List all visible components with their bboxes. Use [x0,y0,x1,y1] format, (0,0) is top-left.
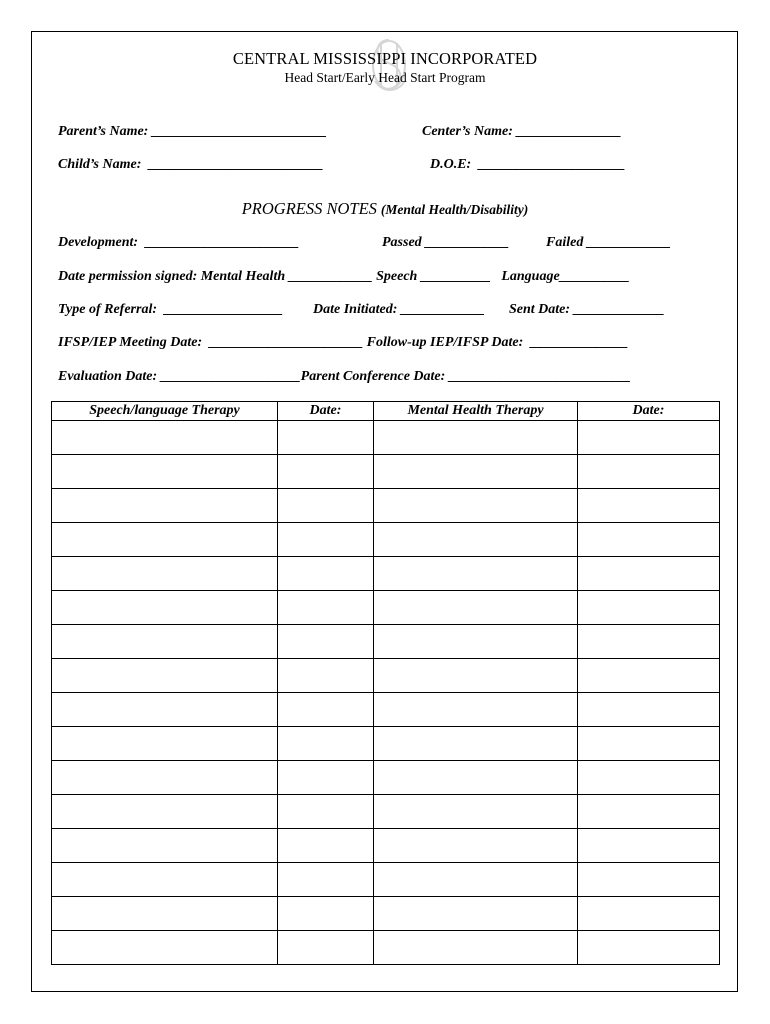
speech-date-cell[interactable] [278,829,374,863]
speech-date-cell[interactable] [278,489,374,523]
mental-health-cell[interactable] [374,931,578,965]
mental-health-date-cell[interactable] [578,455,720,489]
speech-date-cell[interactable] [278,625,374,659]
failed-field[interactable]: Failed ____________ [546,235,671,250]
speech-therapy-cell[interactable] [52,455,278,489]
table-row [52,863,720,897]
table-row [52,897,720,931]
program-subtitle: Head Start/Early Head Start Program [284,70,486,85]
centers-name-field[interactable]: Center’s Name: _______________ [422,124,622,139]
parents-name-field[interactable]: Parent’s Name: _________________________ [58,124,327,139]
mental-health-cell[interactable] [374,659,578,693]
date-permission-signed-field[interactable]: Date permission signed: Mental Health ____________ Speech __________ Language__________ [58,269,630,284]
mental-health-date-cell[interactable] [578,931,720,965]
table-row [52,829,720,863]
table-row [52,693,720,727]
mental-health-cell[interactable] [374,557,578,591]
speech-date-cell[interactable] [278,591,374,625]
sent-date-field[interactable]: Sent Date: _____________ [509,302,665,317]
mental-health-cell[interactable] [374,523,578,557]
table-row [52,557,720,591]
mental-health-date-cell[interactable] [578,897,720,931]
mental-health-date-cell[interactable] [578,761,720,795]
table-row [52,727,720,761]
speech-therapy-cell[interactable] [52,421,278,455]
childs-name-field[interactable]: Child’s Name: _________________________ [58,157,324,172]
speech-date-cell[interactable] [278,863,374,897]
speech-therapy-cell[interactable] [52,931,278,965]
mental-health-date-cell[interactable] [578,591,720,625]
ifsp-iep-meeting-date-field[interactable]: IFSP/IEP Meeting Date: ______________________ Follow-up IEP/IFSP Date: ______________ [58,335,629,350]
speech-date-cell[interactable] [278,931,374,965]
mental-health-cell[interactable] [374,489,578,523]
mental-health-cell[interactable] [374,421,578,455]
mental-health-date-cell[interactable] [578,693,720,727]
header-date-1: Date: [278,402,374,421]
table-row [52,659,720,693]
speech-therapy-cell[interactable] [52,625,278,659]
table-row [52,591,720,625]
organization-title: CENTRAL MISSISSIPPI INCORPORATED [232,49,538,68]
table-row [52,795,720,829]
mental-health-date-cell[interactable] [578,659,720,693]
table-row [52,931,720,965]
progress-notes-title: PROGRESS NOTES [241,199,377,218]
table-row [52,761,720,795]
progress-notes-subtitle: (Mental Health/Disability) [380,202,529,217]
speech-date-cell[interactable] [278,455,374,489]
speech-therapy-cell[interactable] [52,591,278,625]
mental-health-date-cell[interactable] [578,727,720,761]
header-mental-health-therapy: Mental Health Therapy [374,402,578,421]
speech-date-cell[interactable] [278,421,374,455]
speech-date-cell[interactable] [278,897,374,931]
header-date-2: Date: [578,402,720,421]
table-header-row [52,402,720,421]
mental-health-date-cell[interactable] [578,421,720,455]
speech-date-cell[interactable] [278,659,374,693]
table-row [52,421,720,455]
speech-date-cell[interactable] [278,557,374,591]
speech-date-cell[interactable] [278,693,374,727]
speech-therapy-cell[interactable] [52,863,278,897]
speech-therapy-cell[interactable] [52,761,278,795]
mental-health-date-cell[interactable] [578,523,720,557]
speech-therapy-cell[interactable] [52,489,278,523]
table-row [52,523,720,557]
passed-field[interactable]: Passed ____________ [382,235,510,250]
speech-therapy-cell[interactable] [52,897,278,931]
speech-therapy-cell[interactable] [52,727,278,761]
doe-field[interactable]: D.O.E: _____________________ [430,157,626,172]
mental-health-cell[interactable] [374,625,578,659]
mental-health-cell[interactable] [374,455,578,489]
table-row [52,455,720,489]
mental-health-cell[interactable] [374,761,578,795]
speech-date-cell[interactable] [278,761,374,795]
speech-therapy-cell[interactable] [52,795,278,829]
type-of-referral-field[interactable]: Type of Referral: _________________ [58,302,283,317]
mental-health-date-cell[interactable] [578,795,720,829]
mental-health-date-cell[interactable] [578,625,720,659]
table-body [52,421,720,965]
mental-health-date-cell[interactable] [578,489,720,523]
therapy-log-table [51,401,720,965]
mental-health-cell[interactable] [374,829,578,863]
speech-therapy-cell[interactable] [52,523,278,557]
section-title [0,199,770,219]
mental-health-cell[interactable] [374,863,578,897]
evaluation-date-field[interactable]: Evaluation Date: ____________________Parent Conference Date: __________________________ [58,369,631,384]
speech-therapy-cell[interactable] [52,557,278,591]
table-row [52,489,720,523]
mental-health-cell[interactable] [374,591,578,625]
mental-health-date-cell[interactable] [578,557,720,591]
mental-health-cell[interactable] [374,897,578,931]
speech-therapy-cell[interactable] [52,693,278,727]
header-speech-language-therapy: Speech/language Therapy [52,402,278,421]
development-field[interactable]: Development: ______________________ [58,235,300,250]
date-initiated-field[interactable]: Date Initiated: ____________ [313,302,485,317]
speech-date-cell[interactable] [278,727,374,761]
speech-therapy-cell[interactable] [52,659,278,693]
mental-health-cell[interactable] [374,727,578,761]
mental-health-date-cell[interactable] [578,863,720,897]
mental-health-date-cell[interactable] [578,829,720,863]
mental-health-cell[interactable] [374,795,578,829]
speech-therapy-cell[interactable] [52,829,278,863]
mental-health-cell[interactable] [374,693,578,727]
table-row [52,625,720,659]
speech-date-cell[interactable] [278,523,374,557]
speech-date-cell[interactable] [278,795,374,829]
